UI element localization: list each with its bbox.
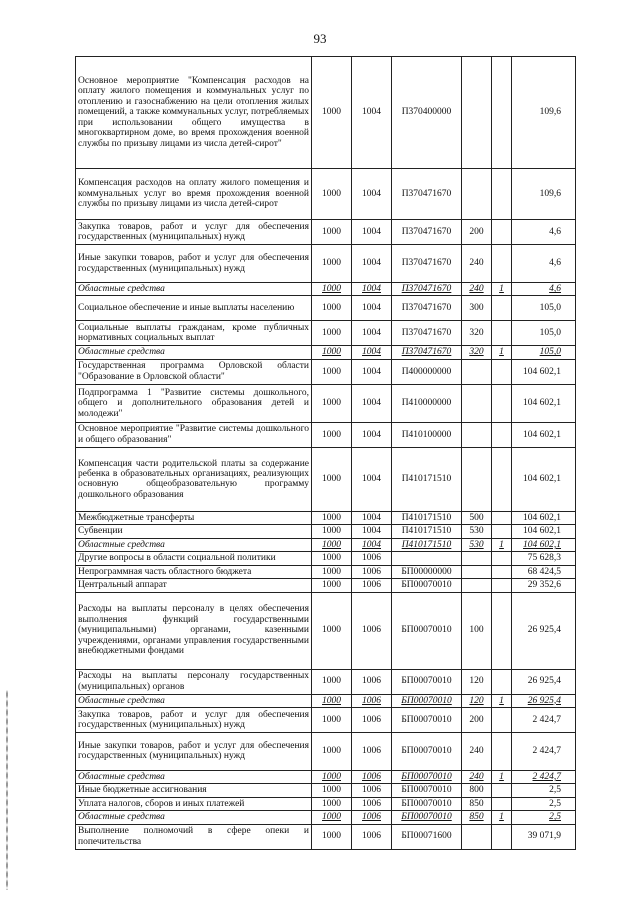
expense-type-cell <box>462 447 492 511</box>
subsection-cell: 1004 <box>352 422 392 447</box>
section-cell: 1000 <box>312 784 352 797</box>
section-cell: 1000 <box>312 707 352 732</box>
amount-cell: 4,6 <box>512 245 576 283</box>
source-cell <box>492 321 512 346</box>
table-row <box>76 447 576 511</box>
amount-cell: 39 071,9 <box>512 824 576 849</box>
expense-name-cell: Социальные выплаты гражданам, кроме публичных нормативных социальных выплат <box>76 321 312 346</box>
table-row <box>76 579 576 592</box>
source-cell <box>492 525 512 538</box>
expense-type-cell: 200 <box>462 220 492 245</box>
amount-cell: 109,6 <box>512 169 576 220</box>
target-article-cell: БП00070010 <box>392 784 462 797</box>
expense-type-cell: 200 <box>462 707 492 732</box>
target-article-cell: БП00070010 <box>392 694 462 707</box>
section-cell: 1000 <box>312 694 352 707</box>
expense-type-cell <box>462 384 492 422</box>
target-article-cell: П370471670 <box>392 283 462 296</box>
section-cell: 1000 <box>312 565 352 578</box>
expense-type-cell <box>462 579 492 592</box>
budget-table <box>75 56 576 850</box>
expense-type-cell: 530 <box>462 538 492 551</box>
target-article-cell: БП00070010 <box>392 797 462 810</box>
target-article-cell: П400000000 <box>392 359 462 384</box>
subsection-cell: 1006 <box>352 579 392 592</box>
source-cell <box>492 707 512 732</box>
source-cell <box>492 784 512 797</box>
amount-cell: 2 424,7 <box>512 707 576 732</box>
table-row <box>76 283 576 296</box>
expense-name-cell: Социальное обеспечение и иные выплаты населению <box>76 296 312 321</box>
amount-cell: 104 602,1 <box>512 359 576 384</box>
target-article-cell: П410171510 <box>392 447 462 511</box>
expense-name-cell: Областные средства <box>76 770 312 783</box>
section-cell: 1000 <box>312 245 352 283</box>
amount-cell: 4,6 <box>512 220 576 245</box>
expense-name-cell: Непрограммная часть областного бюджета <box>76 565 312 578</box>
expense-name-cell: Иные закупки товаров, работ и услуг для обеспечения государственных (муниципальных) нужд <box>76 245 312 283</box>
section-cell: 1000 <box>312 57 352 169</box>
section-cell: 1000 <box>312 359 352 384</box>
section-cell: 1000 <box>312 384 352 422</box>
table-row <box>76 669 576 694</box>
expense-name-cell: Основное мероприятие "Компенсация расходов на оплату жилого помещения и коммунальных услуг по отоплению и газоснабжению на цели отопления жилых помещений, а также коммунальных услуг, потребляемых при использовании общего имущества в многоквартирном доме, во время прохождения военной службы по призыву лицами из числа детей-сирот" <box>76 57 312 169</box>
table-row <box>76 525 576 538</box>
subsection-cell: 1006 <box>352 770 392 783</box>
amount-cell: 2 424,7 <box>512 770 576 783</box>
subsection-cell: 1006 <box>352 565 392 578</box>
table-row <box>76 824 576 849</box>
source-cell <box>492 296 512 321</box>
source-cell: 1 <box>492 811 512 824</box>
section-cell: 1000 <box>312 283 352 296</box>
expense-name-cell: Расходы на выплаты персоналу государственных (муниципальных) органов <box>76 669 312 694</box>
target-article-cell: БП00070010 <box>392 669 462 694</box>
target-article-cell: П410171510 <box>392 525 462 538</box>
source-cell: 1 <box>492 346 512 359</box>
expense-type-cell <box>462 552 492 565</box>
expense-type-cell: 120 <box>462 694 492 707</box>
expense-type-cell: 800 <box>462 784 492 797</box>
expense-type-cell: 120 <box>462 669 492 694</box>
section-cell: 1000 <box>312 552 352 565</box>
expense-type-cell <box>462 565 492 578</box>
expense-type-cell: 320 <box>462 346 492 359</box>
source-cell <box>492 592 512 669</box>
subsection-cell: 1004 <box>352 296 392 321</box>
target-article-cell: БП00070010 <box>392 770 462 783</box>
target-article-cell: П410100000 <box>392 422 462 447</box>
section-cell: 1000 <box>312 579 352 592</box>
expense-type-cell <box>462 824 492 849</box>
expense-type-cell <box>462 169 492 220</box>
expense-type-cell: 320 <box>462 321 492 346</box>
source-cell <box>492 511 512 524</box>
target-article-cell: БП00070010 <box>392 592 462 669</box>
subsection-cell: 1006 <box>352 811 392 824</box>
table-row <box>76 296 576 321</box>
expense-name-cell: Закупка товаров, работ и услуг для обеспечения государственных (муниципальных) нужд <box>76 707 312 732</box>
section-cell: 1000 <box>312 797 352 810</box>
subsection-cell: 1004 <box>352 169 392 220</box>
section-cell: 1000 <box>312 669 352 694</box>
subsection-cell: 1004 <box>352 346 392 359</box>
expense-name-cell: Расходы на выплаты персоналу в целях обеспечения выполнения функций государственными (муниципальными) органами, казенными учреждениями, органами управления государственными внебюджетными фондами <box>76 592 312 669</box>
target-article-cell: П370471670 <box>392 169 462 220</box>
source-cell: 1 <box>492 770 512 783</box>
target-article-cell: БП00070010 <box>392 707 462 732</box>
table-row <box>76 732 576 770</box>
expense-type-cell: 100 <box>462 592 492 669</box>
expense-type-cell <box>462 359 492 384</box>
expense-name-cell: Выполнение полномочий в сфере опеки и попечительства <box>76 824 312 849</box>
expense-name-cell: Компенсация части родительской платы за содержание ребенка в образовательных организациях, реализующих основную общеобразовательную программу дошкольного образования <box>76 447 312 511</box>
amount-cell: 104 602,1 <box>512 511 576 524</box>
table-row <box>76 245 576 283</box>
section-cell: 1000 <box>312 422 352 447</box>
expense-name-cell: Иные бюджетные ассигнования <box>76 784 312 797</box>
section-cell: 1000 <box>312 770 352 783</box>
expense-name-cell: Субвенции <box>76 525 312 538</box>
subsection-cell: 1006 <box>352 784 392 797</box>
subsection-cell: 1006 <box>352 707 392 732</box>
source-cell <box>492 245 512 283</box>
target-article-cell: БП00071600 <box>392 824 462 849</box>
table-row <box>76 422 576 447</box>
amount-cell: 105,0 <box>512 296 576 321</box>
target-article-cell: П370400000 <box>392 57 462 169</box>
expense-name-cell: Межбюджетные трансферты <box>76 511 312 524</box>
target-article-cell: П410000000 <box>392 384 462 422</box>
expense-type-cell: 300 <box>462 296 492 321</box>
expense-name-cell: Государственная программа Орловской области "Образование в Орловской области" <box>76 359 312 384</box>
table-row <box>76 552 576 565</box>
target-article-cell: П370471670 <box>392 296 462 321</box>
expense-name-cell: Иные закупки товаров, работ и услуг для обеспечения государственных (муниципальных) нужд <box>76 732 312 770</box>
table-row <box>76 797 576 810</box>
expense-type-cell: 850 <box>462 811 492 824</box>
source-cell <box>492 797 512 810</box>
expense-name-cell: Уплата налогов, сборов и иных платежей <box>76 797 312 810</box>
subsection-cell: 1004 <box>352 511 392 524</box>
expense-type-cell <box>462 422 492 447</box>
table-row <box>76 220 576 245</box>
amount-cell: 104 602,1 <box>512 422 576 447</box>
expense-type-cell: 240 <box>462 770 492 783</box>
table-row <box>76 346 576 359</box>
amount-cell: 104 602,1 <box>512 525 576 538</box>
amount-cell: 26 925,4 <box>512 592 576 669</box>
amount-cell: 4,6 <box>512 283 576 296</box>
expense-name-cell: Областные средства <box>76 694 312 707</box>
source-cell <box>492 384 512 422</box>
expense-type-cell: 500 <box>462 511 492 524</box>
amount-cell: 109,6 <box>512 57 576 169</box>
section-cell: 1000 <box>312 824 352 849</box>
expense-type-cell: 240 <box>462 732 492 770</box>
amount-cell: 2,5 <box>512 784 576 797</box>
subsection-cell: 1006 <box>352 552 392 565</box>
expense-name-cell: Областные средства <box>76 538 312 551</box>
amount-cell: 104 602,1 <box>512 538 576 551</box>
source-cell <box>492 552 512 565</box>
subsection-cell: 1006 <box>352 732 392 770</box>
source-cell: 1 <box>492 694 512 707</box>
subsection-cell: 1004 <box>352 321 392 346</box>
amount-cell: 105,0 <box>512 321 576 346</box>
section-cell: 1000 <box>312 732 352 770</box>
subsection-cell: 1004 <box>352 359 392 384</box>
target-article-cell: П370471670 <box>392 346 462 359</box>
amount-cell: 2,5 <box>512 811 576 824</box>
expense-name-cell: Компенсация расходов на оплату жилого помещения и коммунальных услуг во время прохождения военной службы по призыву лицами из числа детей-сирот <box>76 169 312 220</box>
expense-name-cell: Закупка товаров, работ и услуг для обеспечения государственных (муниципальных) нужд <box>76 220 312 245</box>
target-article-cell: П410171510 <box>392 538 462 551</box>
table-row <box>76 784 576 797</box>
target-article-cell: БП00070010 <box>392 811 462 824</box>
subsection-cell: 1004 <box>352 245 392 283</box>
table-row <box>76 321 576 346</box>
table-row <box>76 592 576 669</box>
subsection-cell: 1006 <box>352 669 392 694</box>
subsection-cell: 1004 <box>352 283 392 296</box>
section-cell: 1000 <box>312 321 352 346</box>
page-number: 93 <box>313 31 327 46</box>
section-cell: 1000 <box>312 511 352 524</box>
table-row <box>76 565 576 578</box>
target-article-cell: БП00070010 <box>392 579 462 592</box>
source-cell <box>492 220 512 245</box>
expense-name-cell: Областные средства <box>76 346 312 359</box>
table-row <box>76 57 576 169</box>
amount-cell: 29 352,6 <box>512 579 576 592</box>
amount-cell: 2,5 <box>512 797 576 810</box>
source-cell <box>492 447 512 511</box>
table-row <box>76 811 576 824</box>
section-cell: 1000 <box>312 538 352 551</box>
target-article-cell: П410171510 <box>392 511 462 524</box>
source-cell <box>492 732 512 770</box>
source-cell <box>492 57 512 169</box>
amount-cell: 104 602,1 <box>512 384 576 422</box>
subsection-cell: 1004 <box>352 384 392 422</box>
subsection-cell: 1006 <box>352 694 392 707</box>
subsection-cell: 1006 <box>352 797 392 810</box>
section-cell: 1000 <box>312 220 352 245</box>
source-cell <box>492 422 512 447</box>
source-cell <box>492 669 512 694</box>
table-row <box>76 359 576 384</box>
expense-name-cell: Другие вопросы в области социальной политики <box>76 552 312 565</box>
section-cell: 1000 <box>312 296 352 321</box>
expense-type-cell: 530 <box>462 525 492 538</box>
table-row <box>76 384 576 422</box>
amount-cell: 104 602,1 <box>512 447 576 511</box>
table-row <box>76 511 576 524</box>
subsection-cell: 1004 <box>352 57 392 169</box>
expense-name-cell: Областные средства <box>76 283 312 296</box>
expense-name-cell: Областные средства <box>76 811 312 824</box>
amount-cell: 105,0 <box>512 346 576 359</box>
target-article-cell: П370471670 <box>392 220 462 245</box>
subsection-cell: 1004 <box>352 447 392 511</box>
amount-cell: 68 424,5 <box>512 565 576 578</box>
expense-name-cell: Основное мероприятие "Развитие системы дошкольного и общего образования" <box>76 422 312 447</box>
expense-name-cell: Подпрограмма 1 "Развитие системы дошкольного, общего и дополнительного образования детей и молодежи" <box>76 384 312 422</box>
subsection-cell: 1006 <box>352 824 392 849</box>
target-article-cell: П370471670 <box>392 321 462 346</box>
target-article-cell: БП00070010 <box>392 732 462 770</box>
section-cell: 1000 <box>312 811 352 824</box>
amount-cell: 26 925,4 <box>512 669 576 694</box>
target-article-cell: БП00000000 <box>392 565 462 578</box>
section-cell: 1000 <box>312 525 352 538</box>
subsection-cell: 1004 <box>352 220 392 245</box>
table-row <box>76 694 576 707</box>
table-row <box>76 707 576 732</box>
margin-dots <box>6 690 8 890</box>
source-cell <box>492 565 512 578</box>
section-cell: 1000 <box>312 346 352 359</box>
section-cell: 1000 <box>312 169 352 220</box>
target-article-cell <box>392 552 462 565</box>
subsection-cell: 1004 <box>352 525 392 538</box>
amount-cell: 75 628,3 <box>512 552 576 565</box>
subsection-cell: 1006 <box>352 592 392 669</box>
expense-type-cell: 240 <box>462 283 492 296</box>
expense-type-cell <box>462 57 492 169</box>
table-row <box>76 538 576 551</box>
table-row <box>76 770 576 783</box>
source-cell <box>492 824 512 849</box>
source-cell <box>492 579 512 592</box>
amount-cell: 26 925,4 <box>512 694 576 707</box>
table-row <box>76 169 576 220</box>
source-cell <box>492 359 512 384</box>
expense-type-cell: 850 <box>462 797 492 810</box>
amount-cell: 2 424,7 <box>512 732 576 770</box>
subsection-cell: 1004 <box>352 538 392 551</box>
source-cell <box>492 169 512 220</box>
source-cell: 1 <box>492 283 512 296</box>
expense-name-cell: Центральный аппарат <box>76 579 312 592</box>
section-cell: 1000 <box>312 447 352 511</box>
source-cell: 1 <box>492 538 512 551</box>
section-cell: 1000 <box>312 592 352 669</box>
expense-type-cell: 240 <box>462 245 492 283</box>
target-article-cell: П370471670 <box>392 245 462 283</box>
